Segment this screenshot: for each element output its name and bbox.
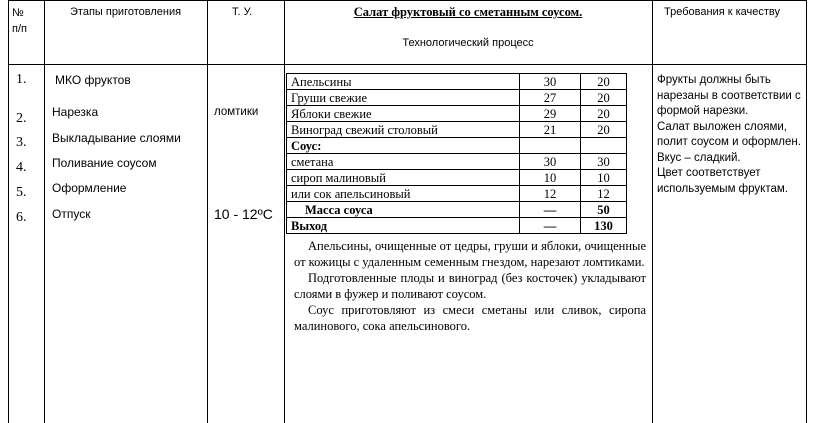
gross-weight: 30: [520, 154, 581, 170]
quality-item: Фрукты должны быть нарезаны в соответствии с формой нарезки.: [657, 74, 801, 117]
net-weight: 50: [581, 202, 627, 218]
page-title: Салат фруктовый со сметанным соусом.: [353, 5, 583, 19]
gross-weight: 21: [520, 122, 581, 138]
stage-item: Поливание соусом: [52, 156, 157, 170]
header-quality: Требования к качеству: [664, 6, 780, 18]
ingredient-name: или сок апельсиновый: [287, 186, 520, 202]
recipe-row: [287, 202, 627, 218]
ingredient-name: Соус:: [287, 138, 520, 154]
gross-weight: [520, 138, 581, 154]
net-weight: 20: [581, 90, 627, 106]
header-number-cell: [12, 5, 27, 37]
header-stages: Этапы приготовления: [70, 6, 182, 18]
net-weight: 20: [581, 106, 627, 122]
stage-item: Нарезка: [52, 105, 99, 119]
ingredient-name: Масса соуса: [287, 202, 520, 218]
ingredient-name: Виноград свежий столовый: [287, 122, 520, 138]
recipe-row: [287, 218, 627, 234]
recipe-row: [287, 186, 627, 202]
stage-item: МКО фруктов: [55, 73, 131, 87]
recipe-row: [287, 74, 627, 90]
quality-requirements: [657, 73, 803, 197]
stage-item: Оформление: [52, 181, 127, 195]
recipe-row: [287, 90, 627, 106]
stage-item: Выкладывание слоями: [52, 131, 181, 145]
ingredient-name: Выход: [287, 218, 520, 234]
header-tu: Т. У.: [232, 6, 253, 18]
table-border-top: [8, 0, 807, 1]
gross-weight: —: [520, 218, 581, 234]
net-weight: 20: [581, 74, 627, 90]
header-number-symbol: №: [12, 7, 24, 19]
net-weight: 10: [581, 170, 627, 186]
gross-weight: 10: [520, 170, 581, 186]
stage-item: Отпуск: [52, 207, 91, 221]
gross-weight: 29: [520, 106, 581, 122]
ingredient-name: Груши свежие: [287, 90, 520, 106]
net-weight: 130: [581, 218, 627, 234]
ingredient-name: сметана: [287, 154, 520, 170]
net-weight: 12: [581, 186, 627, 202]
row-number: 6.: [16, 210, 27, 225]
net-weight: [581, 138, 627, 154]
header-number-label: п/п: [12, 23, 27, 35]
row-number: 1.: [16, 72, 27, 87]
net-weight: 30: [581, 154, 627, 170]
gross-weight: 30: [520, 74, 581, 90]
recipe-row: [287, 138, 627, 154]
process-paragraph: Апельсины, очищенные от цедры, груши и яблоки, очищенные от кожицы с удаленным семенным гнездом, нарезают ломтиками.: [294, 239, 646, 269]
process-paragraph: Соус приготовляют из смеси сметаны или сливок, сиропа малинового, сока апельсинового.: [294, 303, 646, 333]
net-weight: 20: [581, 122, 627, 138]
recipe-row: [287, 106, 627, 122]
quality-item: Салат выложен слоями, полит соусом и оформлен.: [657, 120, 801, 148]
row-number: 5.: [16, 185, 27, 200]
quality-item: Вкус – сладкий.: [657, 151, 741, 164]
header-divider: [8, 64, 807, 65]
gross-weight: 27: [520, 90, 581, 106]
process-description: [294, 238, 646, 334]
page-subtitle: Технологический процесс: [402, 37, 534, 49]
tu-cut-shape: ломтики: [214, 106, 259, 118]
ingredient-name: сироп малиновый: [287, 170, 520, 186]
quality-item: Цвет соответствует используемым фруктам.: [657, 167, 788, 195]
gross-weight: 12: [520, 186, 581, 202]
gross-weight: —: [520, 202, 581, 218]
recipe-row: [287, 170, 627, 186]
recipe-row: [287, 122, 627, 138]
row-number: 4.: [16, 160, 27, 175]
row-number: 3.: [16, 135, 27, 150]
recipe-table: [286, 73, 627, 234]
ingredient-name: Яблоки свежие: [287, 106, 520, 122]
tu-temperature: 10 - 12ºС: [214, 206, 273, 222]
recipe-row: [287, 154, 627, 170]
process-paragraph: Подготовленные плоды и виноград (без косточек) укладывают слоями в фужер и поливают соусом.: [294, 271, 646, 301]
ingredient-name: Апельсины: [287, 74, 520, 90]
row-number: 2.: [16, 111, 27, 126]
